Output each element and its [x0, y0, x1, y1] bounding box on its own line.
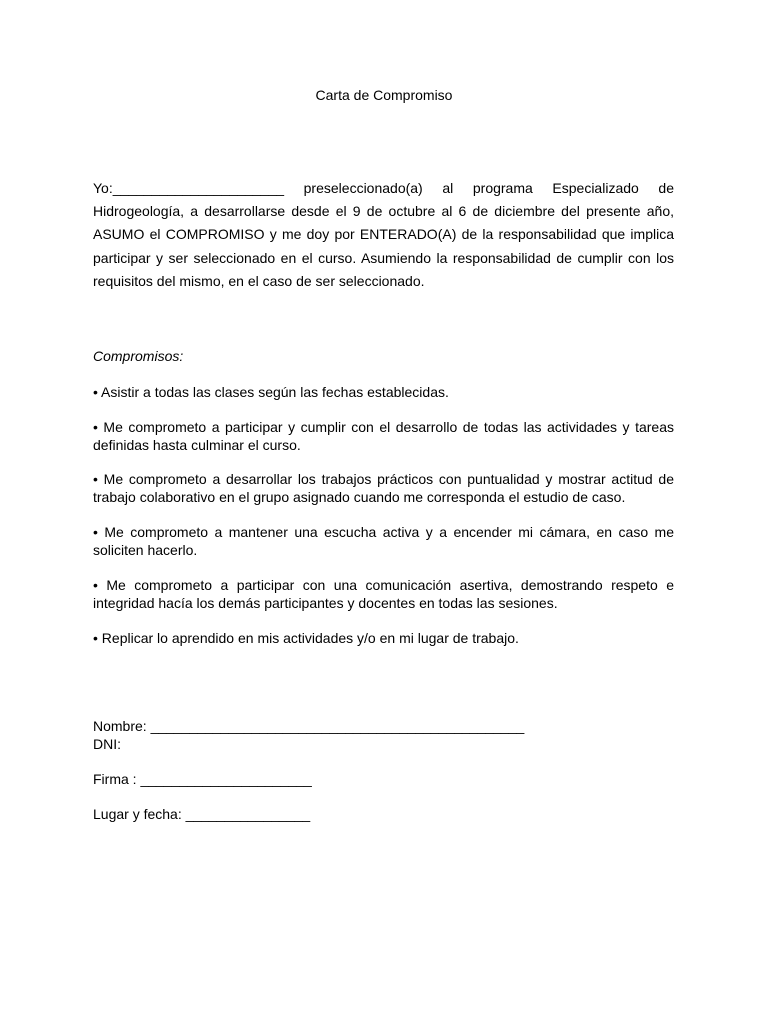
commitment-item	[93, 418, 674, 454]
signature-line: Firma : ______________________	[93, 771, 312, 787]
dni-line: DNI:	[93, 736, 121, 752]
name-line: Nombre: ________________________________________________	[93, 718, 525, 734]
commitment-text: • Me comprometo a participar con una comunicación asertiva, demostrando respeto e integridad hacía los demás participantes y docentes en todas las sesiones.	[93, 577, 674, 611]
document-title: Carta de Compromiso	[315, 87, 453, 103]
intro-paragraph	[93, 177, 674, 293]
commitment-item	[93, 470, 674, 506]
commitment-text: • Me comprometo a participar y cumplir con el desarrollo de todas las actividades y tareas definidas hasta culminar el curso.	[93, 419, 674, 453]
commitment-item	[93, 383, 674, 401]
commitment-text: • Asistir a todas las clases según las fechas establecidas.	[93, 384, 449, 400]
commitment-text: • Me comprometo a desarrollar los trabajos prácticos con puntualidad y mostrar actitud de trabajo colaborativo en el grupo asignado cuando me corresponda el estudio de caso.	[93, 471, 674, 505]
commitment-text: • Me comprometo a mantener una escucha activa y a encender mi cámara, en caso me soliciten hacerlo.	[93, 524, 674, 558]
place-date-line: Lugar y fecha: ________________	[93, 806, 311, 822]
commitment-text: • Replicar lo aprendido en mis actividades y/o en mi lugar de trabajo.	[93, 630, 519, 646]
intro-text: Yo:______________________ preseleccionado(a) al programa Especializado de Hidrogeología, a desarrollarse desde el 9 de octubre al 6 de diciembre del presente año, ASUMO el COMPROMISO y me doy por ENTERADO(A) de la responsabilidad que implica participar y ser seleccionado en el curso. Asumiendo la responsabilidad de cumplir con los requisitos del mismo, en el caso de ser seleccionado.	[93, 180, 674, 289]
commitment-item	[93, 523, 674, 559]
commitment-item	[93, 629, 674, 647]
commitment-item	[93, 576, 674, 612]
commitments-heading: Compromisos:	[93, 348, 184, 364]
